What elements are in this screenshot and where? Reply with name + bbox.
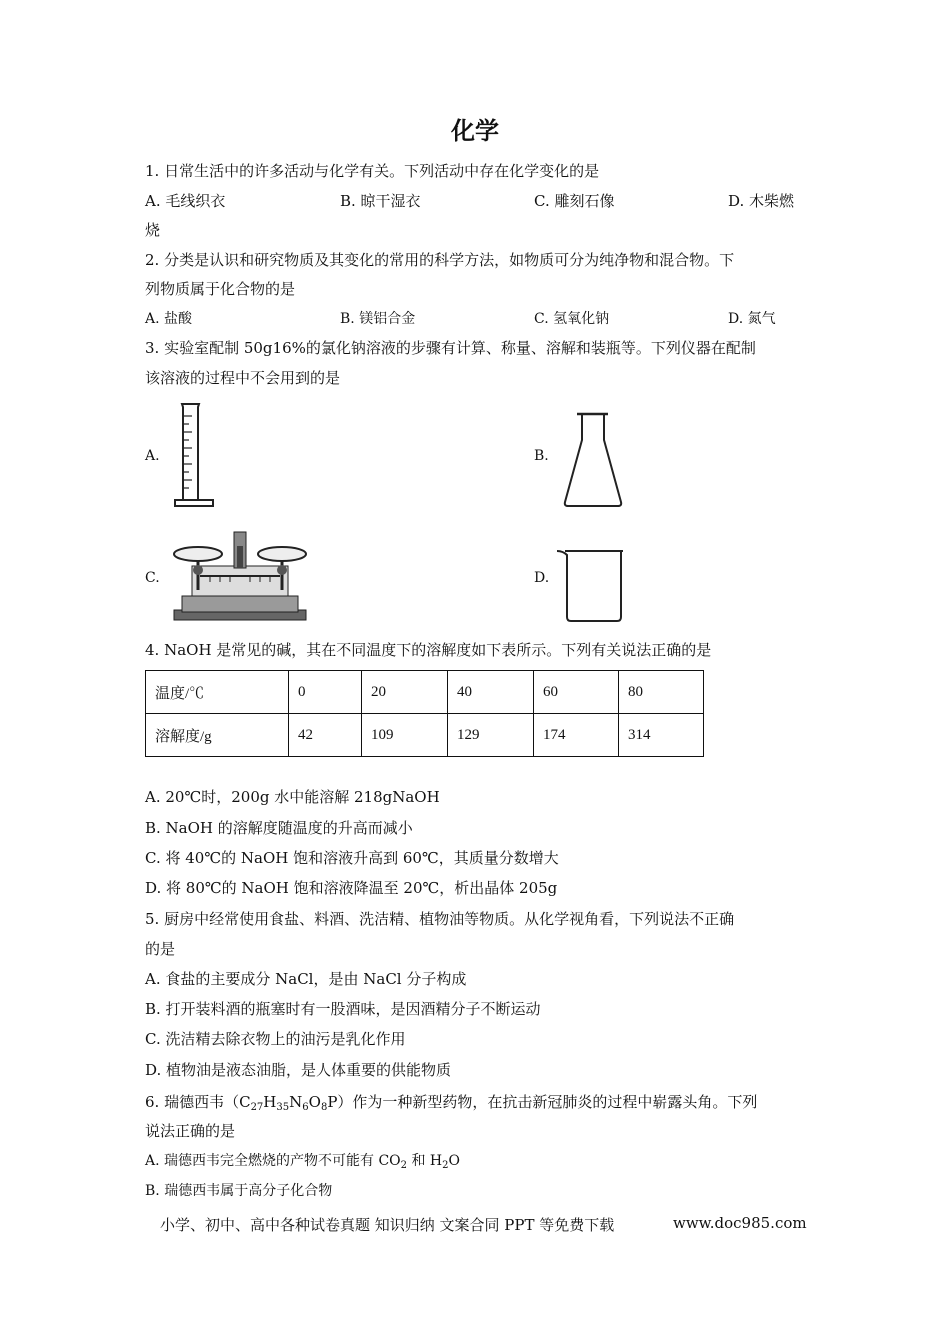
page-title: 化学: [451, 117, 499, 145]
q2-stem-line2: 列物质属于化合物的是: [145, 280, 296, 298]
q3-stem-line1: 3. 实验室配制 50g16%的氯化钠溶液的步骤有计算、称量、溶解和装瓶等。下列仪器在配制: [145, 339, 756, 357]
q6-stem-line2: 说法正确的是: [145, 1122, 236, 1140]
balance-scale-icon: [170, 530, 310, 622]
q4-option-c: C. 将 40℃的 NaOH 饱和溶液升高到 60℃，其质量分数增大: [145, 849, 559, 867]
q4-option-d: D. 将 80℃的 NaOH 饱和溶液降温至 20℃，析出晶体 205g: [145, 879, 558, 897]
q1-option-b: B. 晾干湿衣: [340, 192, 421, 210]
q6-stem-line1: 6. 瑞德西韦$(C_{27}H_{35}N_6O_8P)$作为一种新型药物，在抗击新冠肺炎的过程中崭露头角。下列: [145, 1093, 758, 1113]
q3-label-c: C.: [145, 570, 160, 586]
table-cell: 0: [289, 671, 362, 714]
q3-label-a: A.: [145, 448, 160, 464]
table-cell: 40: [448, 671, 534, 714]
q5-option-a: A. 食盐的主要成分 NaCl，是由 NaCl 分子构成: [145, 970, 467, 988]
q5-stem-line2: 的是: [145, 940, 176, 958]
beaker-icon: [555, 545, 629, 625]
table-cell: 溶解度/g: [146, 714, 289, 757]
q5-option-d: D. 植物油是液态油脂，是人体重要的供能物质: [145, 1061, 452, 1079]
table-cell: 20: [362, 671, 448, 714]
q6-option-a: A. 瑞德西韦完全燃烧的产物不可能有 $CO_2$ 和 $H_2O$: [145, 1153, 460, 1171]
q2-stem-line1: 2. 分类是认识和研究物质及其变化的常用的科学方法，如物质可分为纯净物和混合物。下: [145, 251, 735, 269]
q4-option-b: B. NaOH 的溶解度随温度的升高而减小: [145, 819, 413, 837]
q1-option-a: A. 毛线织衣: [145, 192, 226, 210]
table-row: [146, 671, 704, 714]
erlenmeyer-flask-icon: [560, 410, 626, 510]
q3-stem-line2: 该溶液的过程中不会用到的是: [145, 369, 341, 387]
table-cell: 温度/℃: [146, 671, 289, 714]
q3-label-d: D.: [534, 570, 550, 586]
q3-label-b: B.: [534, 448, 549, 464]
table-cell: 42: [289, 714, 362, 757]
q6-option-b: B. 瑞德西韦属于高分子化合物: [145, 1183, 333, 1199]
q1-option-c: C. 雕刻石像: [534, 192, 615, 210]
q2-option-b: B. 镁铝合金: [340, 311, 416, 327]
table-row: [146, 714, 704, 757]
table-cell: 129: [448, 714, 534, 757]
table-cell: 174: [534, 714, 619, 757]
q4-option-a: A. 20℃时，200g 水中能溶解 218gNaOH: [145, 788, 440, 806]
table-cell: 314: [619, 714, 704, 757]
table-cell: 109: [362, 714, 448, 757]
footer-text: 小学、初中、高中各种试卷真题 知识归纳 文案合同 PPT 等免费下载: [160, 1216, 615, 1234]
table-cell: 80: [619, 671, 704, 714]
q2-option-a: A. 盐酸: [145, 311, 193, 327]
q2-option-c: C. 氢氧化钠: [534, 311, 610, 327]
graduated-cylinder-icon: [172, 402, 216, 508]
q5-option-c: C. 洗洁精去除衣物上的油污是乳化作用: [145, 1030, 406, 1048]
table-cell: 60: [534, 671, 619, 714]
solubility-table: [145, 670, 704, 757]
q5-stem-line1: 5. 厨房中经常使用食盐、料酒、洗洁精、植物油等物质。从化学视角看，下列说法不正确: [145, 910, 735, 928]
q1-stem: 1. 日常生活中的许多活动与化学有关。下列活动中存在化学变化的是: [145, 162, 600, 180]
q4-stem: 4. NaOH 是常见的碱，其在不同温度下的溶解度如下表所示。下列有关说法正确的是: [145, 641, 712, 659]
q1-option-d: D. 木柴燃: [728, 192, 795, 210]
q2-option-d: D. 氮气: [728, 311, 776, 327]
q5-option-b: B. 打开装料酒的瓶塞时有一股酒味，是因酒精分子不断运动: [145, 1000, 541, 1018]
q1-option-d-wrap: 烧: [145, 221, 161, 239]
footer-link[interactable]: www.doc985.com: [673, 1214, 807, 1232]
